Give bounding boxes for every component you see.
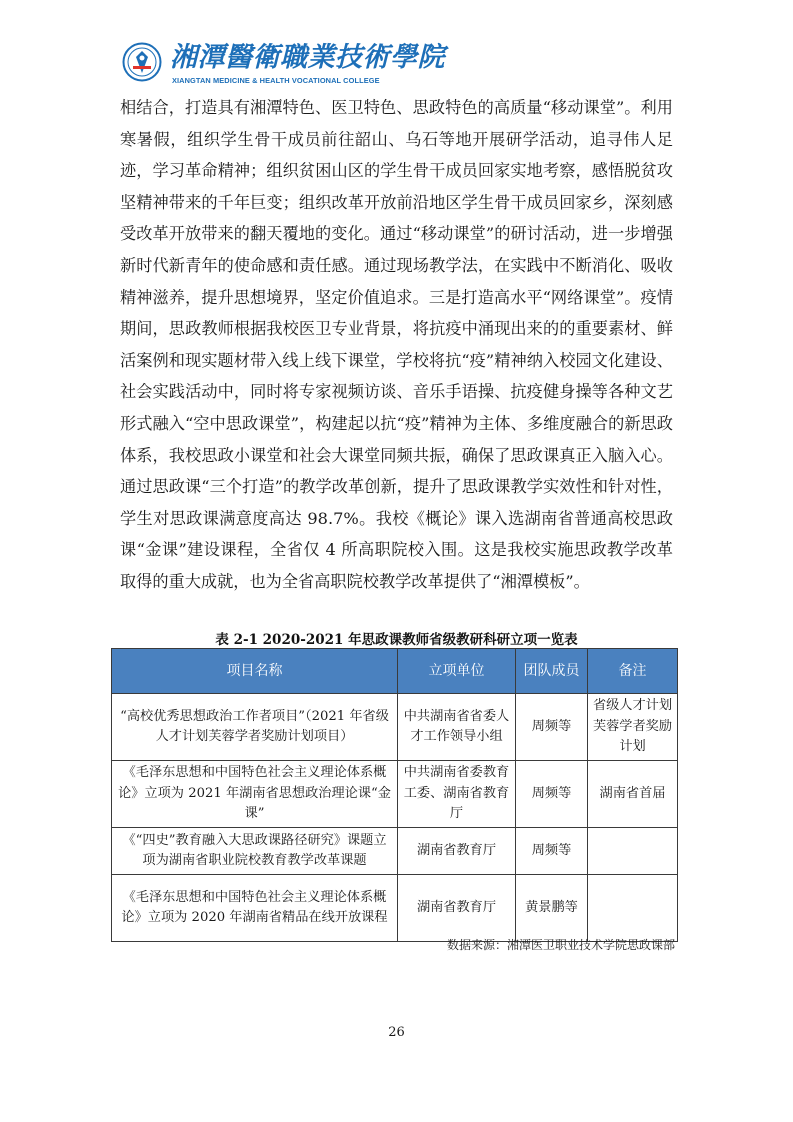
column-header: 项目名称 [112,649,398,694]
column-header: 立项单位 [398,649,516,694]
school-name-en: XIANGTAN MEDICINE & HEALTH VOCATIONAL COLLEGE [172,76,380,85]
table-cell: 中共湖南省委教育工委、湖南省教育厅 [398,761,516,828]
project-table [111,648,678,942]
table-cell: 周频等 [516,694,588,761]
table-cell [588,828,678,875]
table-cell: 周频等 [516,761,588,828]
table-cell: 中共湖南省省委人才工作领导小组 [398,694,516,761]
data-source-note: 数据来源：湘潭医卫职业技术学院思政课部 [446,938,675,952]
table-row [112,761,678,828]
table-cell: 《“四史”教育融入大思政课路径研究》课题立项为湖南省职业院校教育教学改革课题 [112,828,398,875]
column-header: 团队成员 [516,649,588,694]
page-header [122,38,445,88]
table-cell: 黄景鹏等 [516,875,588,942]
page-number: 26 [388,1025,405,1040]
school-name-cn: 湘潭醫衛職業技術學院 [170,42,445,73]
table-cell [588,875,678,942]
table-cell: 湖南省首届 [588,761,678,828]
school-logo-icon [122,42,162,82]
table-cell: 周频等 [516,828,588,875]
table-cell: 《毛泽东思想和中国特色社会主义理论体系概论》立项为 2021 年湖南省思想政治理论课“金课” [112,761,398,828]
body-paragraph: 相结合，打造具有湘潭特色、医卫特色、思政特色的高质量“移动课堂”。利用寒暑假，组织学生骨干成员前往韶山、乌石等地开展研学活动，追寻伟人足迹，学习革命精神；组织贫困山区的学生骨干成员回家实地考察，感悟脱贫攻坚精神带来的千年巨变；组织改革开放前沿地区学生骨干成员回家乡，深刻感受改革开放带来的翻天覆地的变化。通过“移动课堂”的研讨活动，进一步增强新时代新青年的使命感和责任感。通过现场教学法，在实践中不断消化、吸收精神滋养，提升思想境界，坚定价值追求。三是打造高水平“网络课堂”。疫情期间，思政教师根据我校医卫专业背景，将抗疫中涌现出来的的重要素材、鲜活案例和现实题材带入线上线下课堂，学校将抗“疫”精神纳入校园文化建设、社会实践活动中，同时将专家视频访谈、音乐手语操、抗疫健身操等各种文艺形式融入“空中思政课堂”，构建起以抗“疫”精神为主体、多维度融合的新思政体系，我校思政小课堂和社会大课堂同频共振，确保了思政课真正入脑入心。通过思政课“三个打造”的教学改革创新，提升了思政课教学实效性和针对性，学生对思政课满意度高达 98.7%。我校《概论》课入选湖南省普通高校思政课“金课”建设课程，全省仅 4 所高职院校入围。这是我校实施思政教学改革取得的重大成就，也为全省高职院校教学改革提供了“湘潭模板”。 [120,98,673,591]
column-header: 备注 [588,649,678,694]
table-cell: 湖南省教育厅 [398,828,516,875]
table-cell: 《毛泽东思想和中国特色社会主义理论体系概论》立项为 2020 年湖南省精品在线开放课程 [112,875,398,942]
table-title: 表 2-1 2020-2021 年思政课教师省级教研科研立项一览表 [215,632,578,648]
table-row [112,828,678,875]
table-cell: 湖南省教育厅 [398,875,516,942]
table-cell: 省级人才计划芙蓉学者奖励计划 [588,694,678,761]
table-row [112,875,678,942]
table-header-row [112,649,678,694]
table-cell: “高校优秀思想政治工作者项目”（2021 年省级人才计划芙蓉学者奖励计划项目） [112,694,398,761]
table-row [112,694,678,761]
